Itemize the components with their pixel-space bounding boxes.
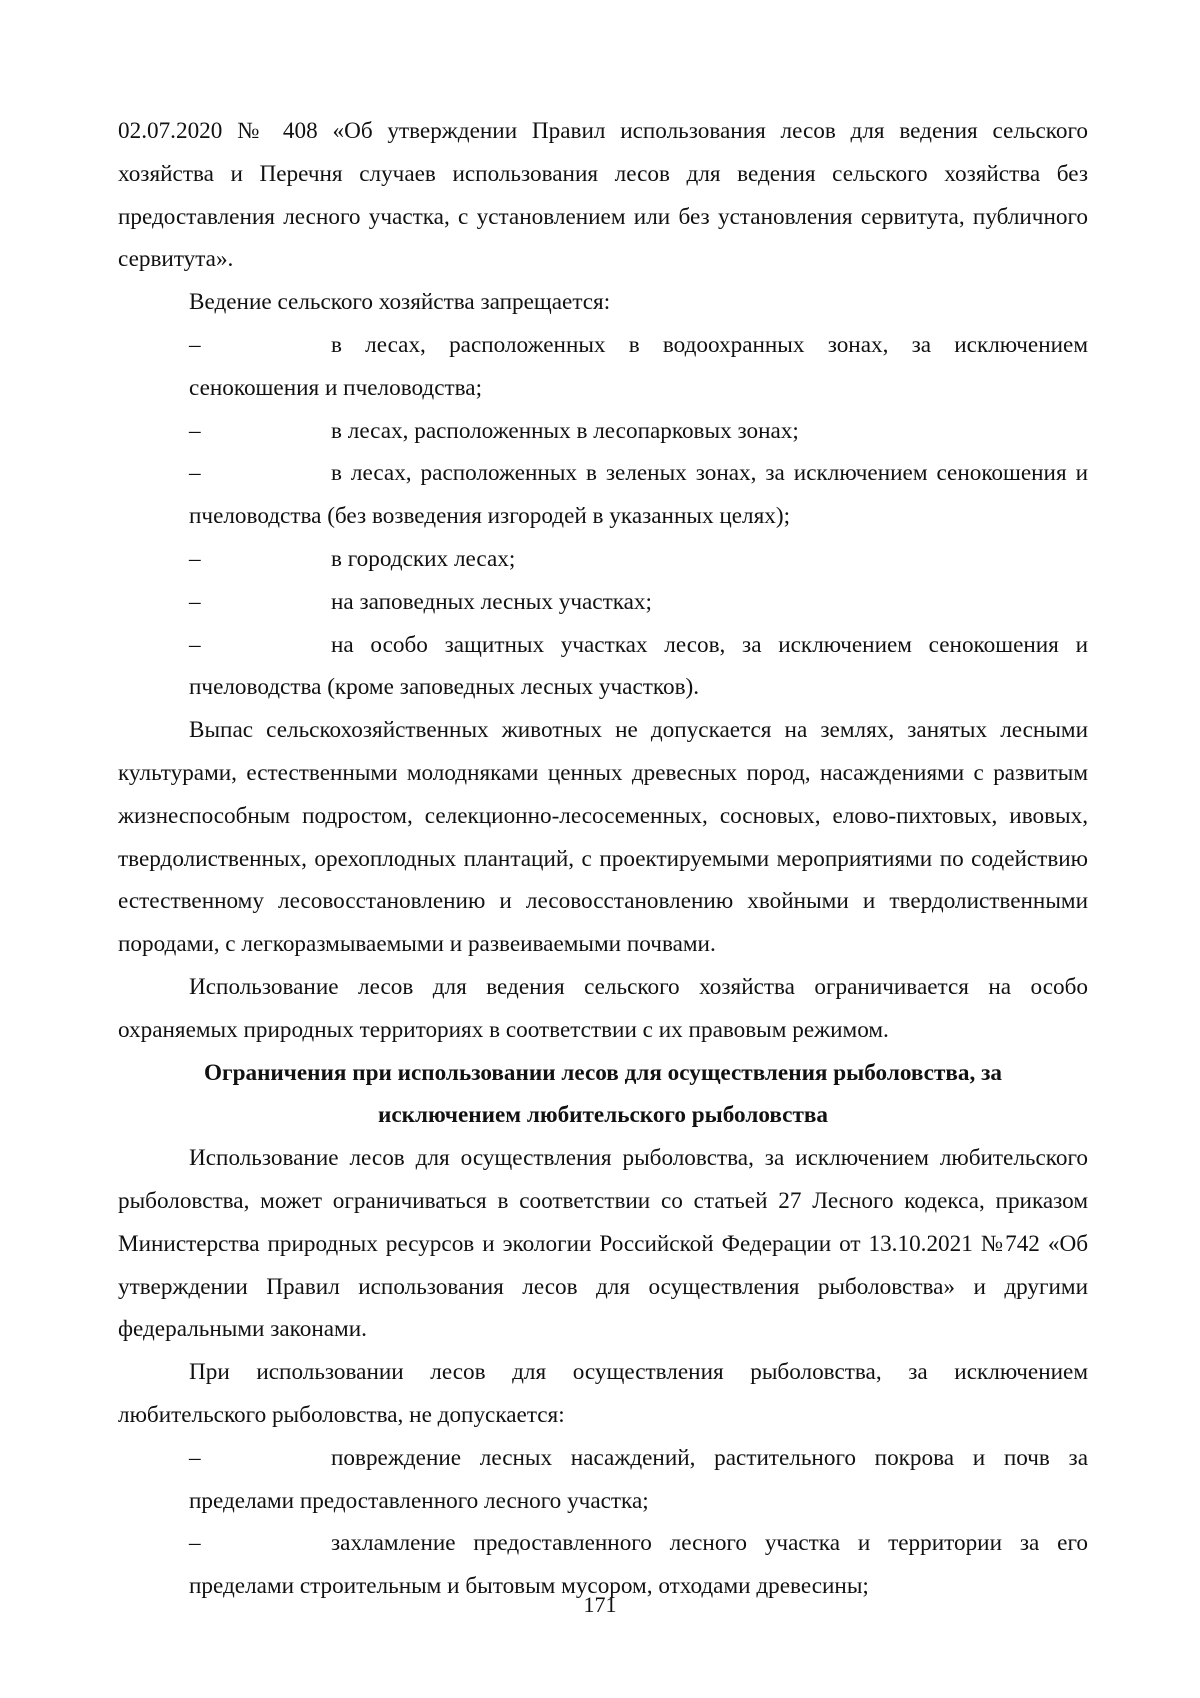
section-heading [118, 1052, 1088, 1138]
list-item-text: в лесах, расположенных в зеленых зонах, за исключением сенокошения и пчеловодства (без возведения изгородей в указанных целях); [189, 460, 1088, 530]
list-item-text: в лесах, расположенных в лесопарковых зонах; [331, 417, 799, 444]
list-item-text: захламление предоставленного лесного участка и территории за его пределами строительным и бытовым мусором, отходами древесины; [189, 1530, 1088, 1600]
dash-marker: – [189, 545, 201, 572]
paragraph-protected-areas: Использование лесов для ведения сельского хозяйства ограничивается на особо охраняемых природных территориях в соответствии с их правовым режимом. [118, 973, 1088, 1043]
list-item-text: в городских лесах; [331, 545, 516, 572]
list-item [118, 324, 1088, 410]
paragraph-fishing-regulation: Использование лесов для осуществления рыболовства, за исключением любительского рыболовства, может ограничиваться в соответствии со статьей 27 Лесного кодекса, приказом Министерства природных ресурсов и экологии Российской Федерации от 13.10.2021 №742 «Об утверждении Правил использования лесов для осуществления рыболовства» и другими федеральными законами. [118, 1145, 1088, 1343]
list-item [118, 410, 1088, 453]
dash-marker: – [189, 1530, 201, 1557]
dash-marker: – [189, 417, 201, 444]
dash-marker: – [189, 1444, 201, 1471]
list-item [118, 581, 1088, 624]
document-page [118, 110, 1088, 1608]
paragraph-regulation-reference: 02.07.2020 № 408 «Об утверждении Правил использования лесов для ведения сельского хозяйства и Перечня случаев использования лесов для ведения сельского хозяйства без предоставления лесного участка, с установлением или без установления сервитута, публичного сервитута». [118, 118, 1088, 273]
list-item [118, 452, 1088, 538]
dash-marker: – [189, 631, 201, 658]
paragraph-prohibition-intro: Ведение сельского хозяйства запрещается: [189, 289, 611, 316]
page-number: 171 [583, 1592, 617, 1617]
dash-marker: – [189, 588, 201, 615]
fishing-prohibition-list [118, 1437, 1088, 1608]
list-item [118, 538, 1088, 581]
list-item [118, 1437, 1088, 1523]
paragraph-grazing: Выпас сельскохозяйственных животных не допускается на землях, занятых лесными культурами, естественными молодняками ценных древесных пород, насаждениями с развитым жизнеспособным подростом, селекционно-лесосеменных, сосновых, елово-пихтовых, ивовых, твердолиственных, орехоплодных плантаций, с проектируемыми мероприятиями по содействию естественному лесовосстановлению и лесовосстановлению хвойными и твердолиственными породами, с легкоразмываемыми и развеиваемыми почвами. [118, 717, 1088, 958]
list-item-text: повреждение лесных насаждений, растительного покрова и почв за пределами предоставленного лесного участка; [189, 1444, 1088, 1514]
section-heading-line: исключением любительского рыболовства [378, 1102, 828, 1129]
list-item-text: в лесах, расположенных в водоохранных зонах, за исключением сенокошения и пчеловодства; [189, 331, 1088, 401]
list-item-text: на особо защитных участках лесов, за исключением сенокошения и пчеловодства (кроме заповедных лесных участков). [189, 631, 1088, 701]
paragraph-fishing-prohibitions-intro: При использовании лесов для осуществления рыболовства, за исключением любительского рыболовства, не допускается: [118, 1359, 1088, 1428]
list-item [118, 624, 1088, 710]
prohibition-list [118, 324, 1088, 709]
section-heading-line: Ограничения при использовании лесов для осуществления рыболовства, за [204, 1059, 1002, 1086]
list-item-text: на заповедных лесных участках; [331, 588, 652, 615]
dash-marker: – [189, 460, 201, 487]
dash-marker: – [189, 331, 201, 358]
